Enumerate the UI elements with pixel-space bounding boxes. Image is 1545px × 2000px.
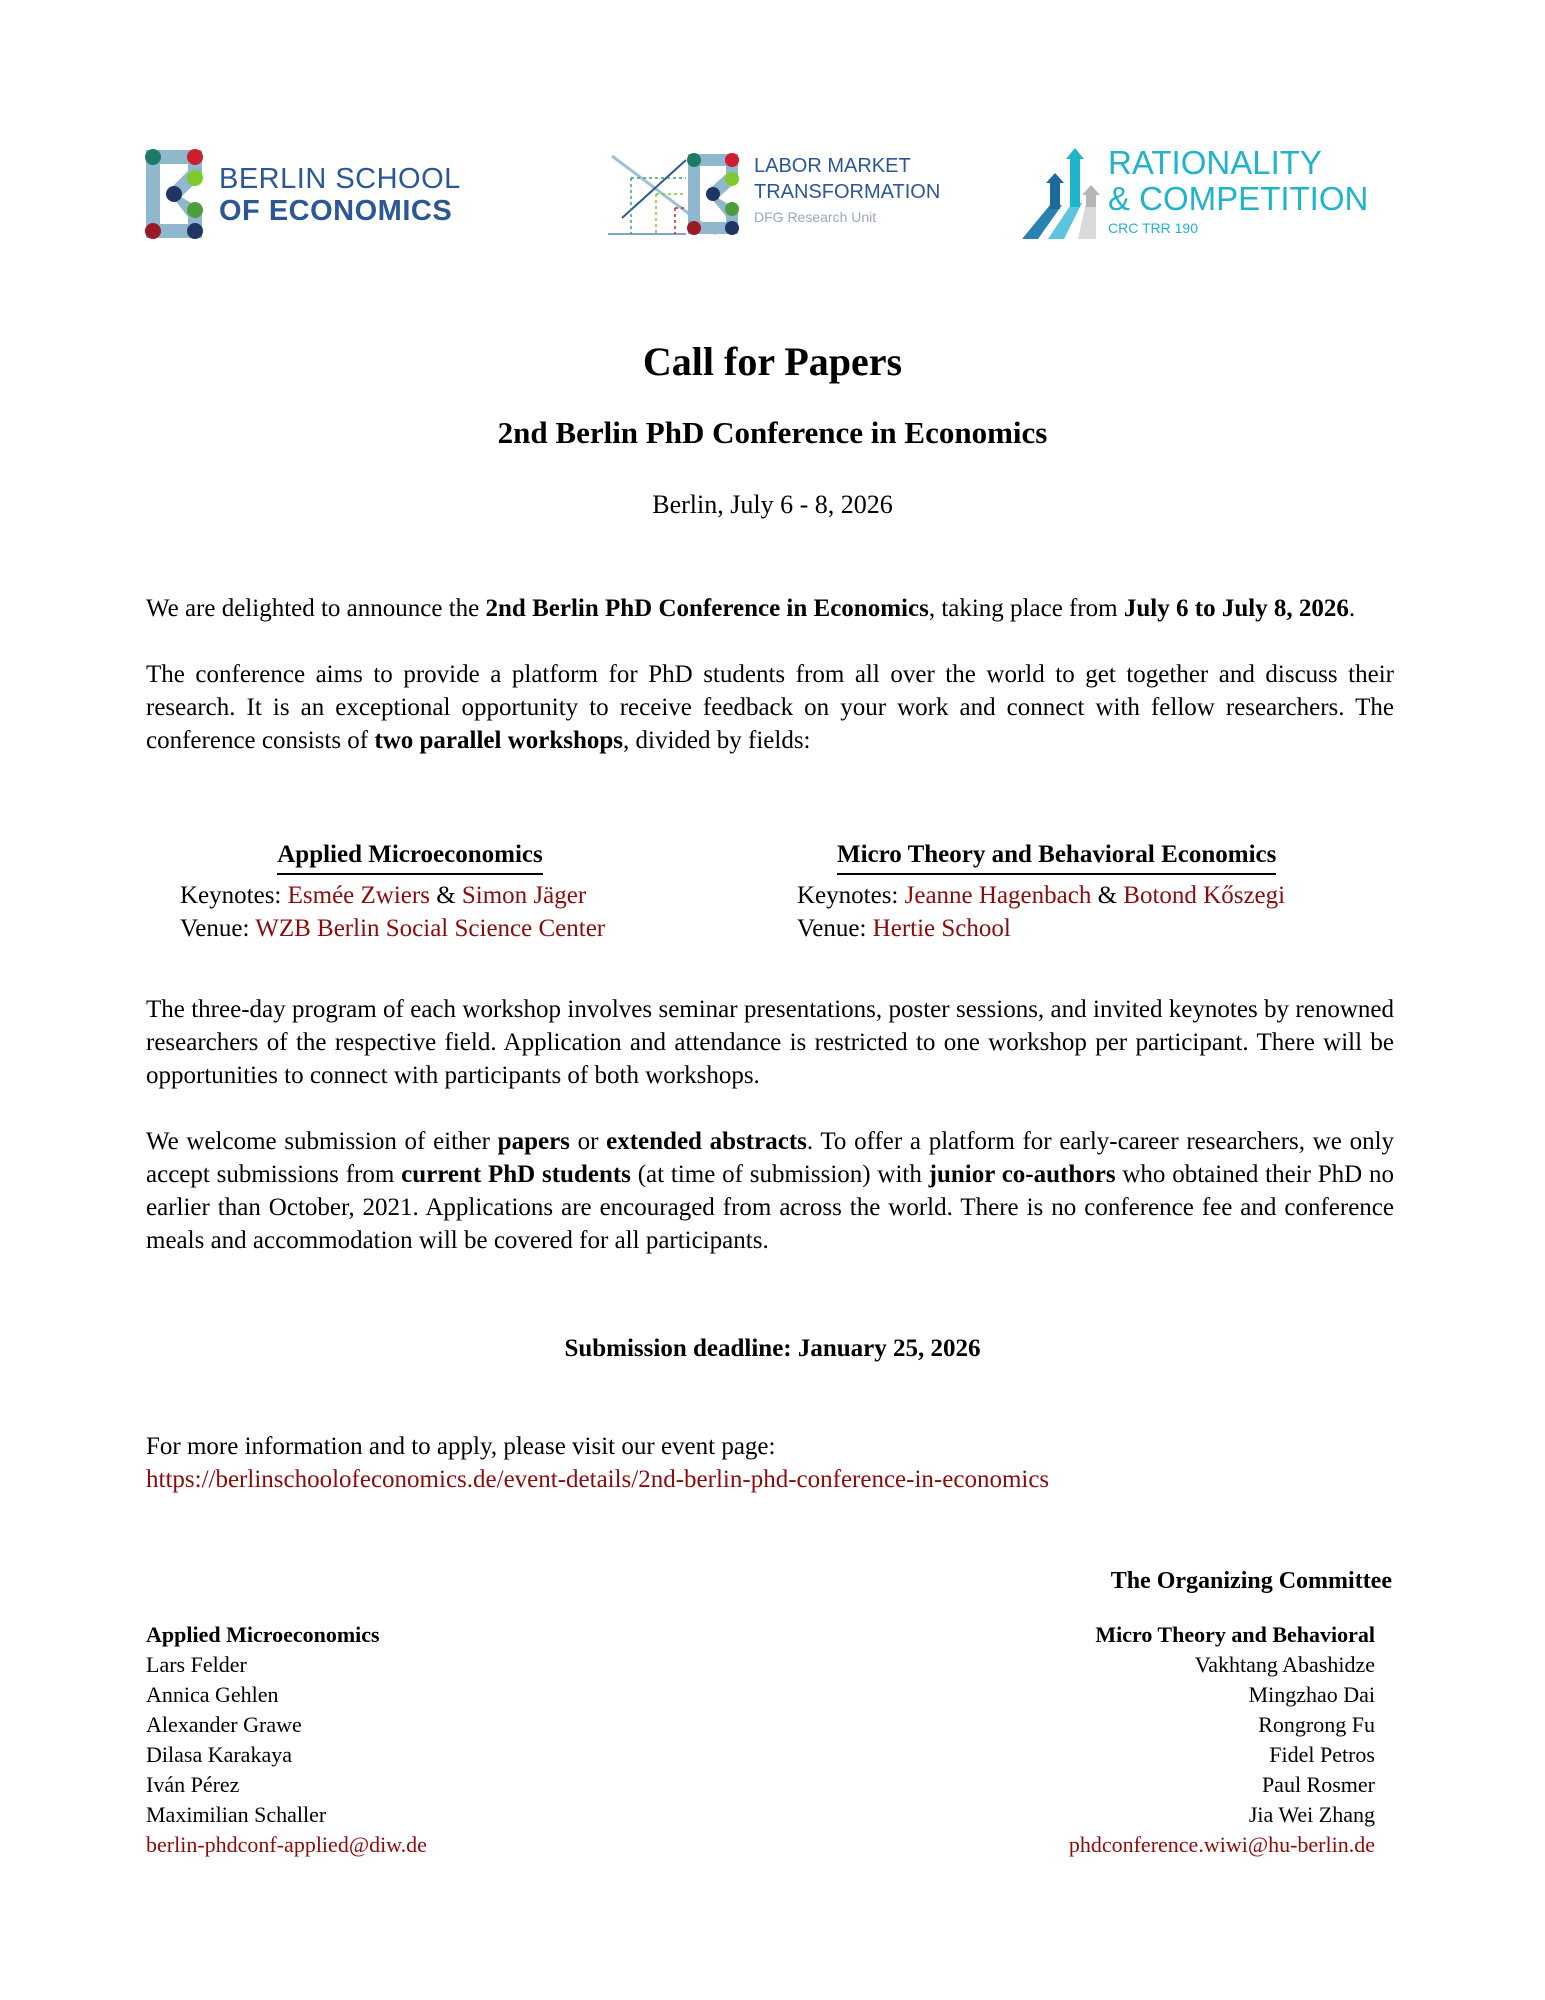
logo-rationality-competition <box>1020 145 1400 245</box>
committee-member: Jia Wei Zhang <box>1248 1802 1375 1827</box>
rc-line3: CRC TRR 190 <box>1108 220 1198 236</box>
committee-theory-title: Micro Theory and Behavioral <box>1095 1622 1375 1647</box>
lmt-line3: DFG Research Unit <box>754 209 877 225</box>
intro-paragraph-2: The conference aims to provide a platform for PhD students from all over the world to get together and discuss their research. It is an exceptional opportunity to receive feedback on your work and connect with fellow researchers. The conference consists of two parallel workshops, divided by fields: <box>146 661 1394 754</box>
committee-member: Maximilian Schaller <box>146 1802 327 1827</box>
theory-email-link[interactable]: phdconference.wiwi@hu-berlin.de <box>1068 1832 1375 1857</box>
conference-name: 2nd Berlin PhD Conference in Economics <box>497 415 1048 450</box>
intro-paragraph-1: We are delighted to announce the 2nd Berlin PhD Conference in Economics, taking place from July 6 to July 8, 2026. <box>146 595 1356 622</box>
rc-line2: & COMPETITION <box>1108 180 1369 217</box>
committee-theory <box>1069 1620 1375 1860</box>
committee-member: Vakhtang Abashidze <box>1194 1652 1375 1677</box>
logo-berlin-school-of-economics <box>143 147 463 243</box>
event-page-link[interactable]: https://berlinschoolofeconomics.de/event-details/2nd-berlin-phd-conference-in-economics <box>146 1466 1050 1493</box>
workshop-keynotes: Keynotes: Esmée Zwiers & Simon Jäger <box>180 882 587 909</box>
workshop-keynotes: Keynotes: Jeanne Hagenbach & Botond Kőszegi <box>797 882 1286 909</box>
committee-member: Dilasa Karakaya <box>146 1742 292 1767</box>
committee-member: Annica Gehlen <box>146 1682 279 1707</box>
committee-member: Paul Rosmer <box>1261 1772 1375 1797</box>
keynote-link[interactable]: Esmée Zwiers <box>287 882 430 909</box>
workshop-venue: Venue: Hertie School <box>797 915 1011 942</box>
workshop-title: Applied Microeconomics <box>277 838 542 875</box>
keynote-link[interactable]: Botond Kőszegi <box>1123 882 1286 909</box>
submission-paragraph: We welcome submission of either papers or extended abstracts. To offer a platform for early-career researchers, we only accept submissions from current PhD students (at time of submission) with junior co-authors who obtained their PhD no earlier than October, 2021. Applications are encouraged from across the world. There is no conference fee and conference meals and accommodation will be covered for all participants. <box>146 1128 1395 1254</box>
committee-member: Rongrong Fu <box>1258 1712 1375 1737</box>
venue-link[interactable]: Hertie School <box>872 915 1011 942</box>
keynote-link[interactable]: Jeanne Hagenbach <box>904 882 1092 909</box>
more-info-text: For more information and to apply, please visit our event page: <box>146 1433 776 1460</box>
workshop-applied <box>180 838 640 945</box>
committee-applied-title: Applied Microeconomics <box>146 1622 380 1647</box>
logo-labor-market-transformation <box>606 150 946 240</box>
committee-member: Iván Pérez <box>146 1772 240 1797</box>
rc-mark-icon <box>1020 145 1110 241</box>
lmt-line1: LABOR MARKET <box>754 155 911 177</box>
bse-line1: BERLIN SCHOOL <box>219 163 461 195</box>
intro-section <box>146 592 1394 757</box>
more-info <box>146 1430 1394 1496</box>
committee-member: Lars Felder <box>146 1652 247 1677</box>
committee-member: Fidel Petros <box>1269 1742 1375 1767</box>
program-paragraph: The three-day program of each workshop involves seminar presentations, poster sessions, and invited keynotes by renowned researchers of the respective field. Application and attendance is restricted to one workshop per participant. There will be opportunities to connect with participants of both workshops. <box>146 996 1394 1089</box>
lmt-line2: TRANSFORMATION <box>754 181 941 203</box>
committee-member: Alexander Grawe <box>146 1712 302 1737</box>
committee-member: Mingzhao Dai <box>1248 1682 1375 1707</box>
bse-line2: OF ECONOMICS <box>219 195 453 227</box>
applied-email-link[interactable]: berlin-phdconf-applied@diw.de <box>146 1832 427 1857</box>
submission-deadline: Submission deadline: January 25, 2026 <box>564 1335 981 1362</box>
committee-applied <box>146 1620 427 1860</box>
committee-heading: The Organizing Committee <box>1110 1568 1392 1594</box>
lmt-mark-icon <box>606 150 746 240</box>
location-date: Berlin, July 6 - 8, 2026 <box>652 490 893 519</box>
page-title: Call for Papers <box>642 339 903 384</box>
bse-mark-icon <box>143 147 205 243</box>
workshop-venue: Venue: WZB Berlin Social Science Center <box>180 915 606 942</box>
workshop-title: Micro Theory and Behavioral Economics <box>837 838 1276 875</box>
rc-line1: RATIONALITY <box>1108 144 1322 181</box>
venue-link[interactable]: WZB Berlin Social Science Center <box>255 915 606 942</box>
workshop-theory <box>797 838 1357 945</box>
keynote-link[interactable]: Simon Jäger <box>461 882 587 909</box>
